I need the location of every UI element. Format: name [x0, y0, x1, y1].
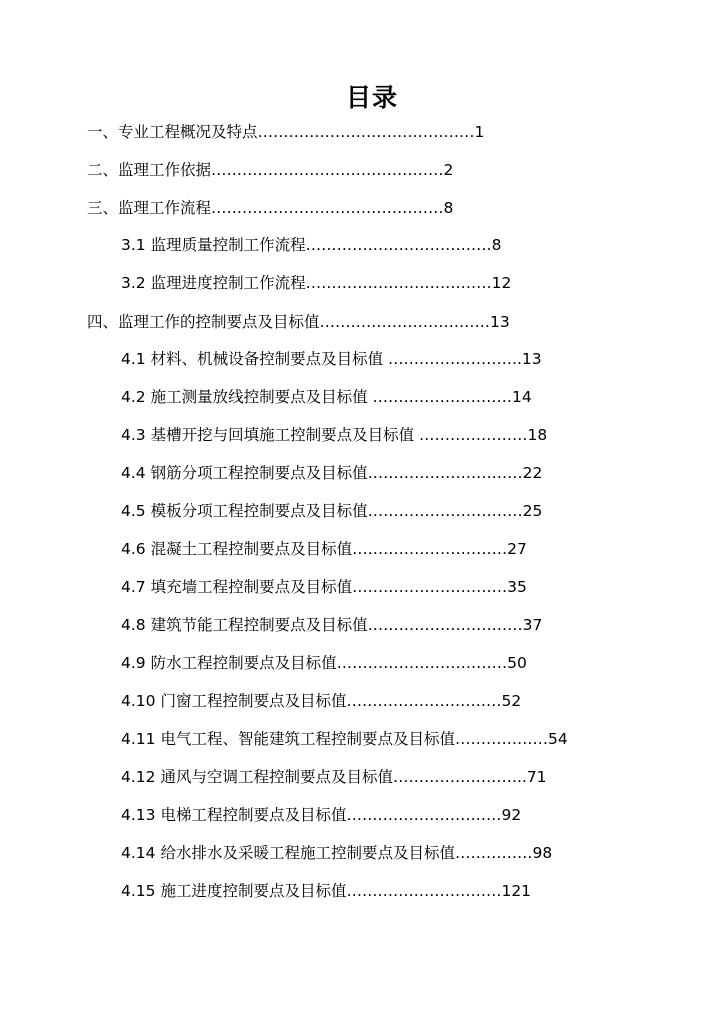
- toc-entry[interactable]: [121, 767, 547, 787]
- toc-leader-dots: ………………………………………: [211, 199, 444, 217]
- toc-leader-dots: ………………………………………: [211, 161, 444, 179]
- toc-entry-label: 4.14 给水排水及采暖工程施工控制要点及目标值: [121, 844, 455, 862]
- toc-entry-label: 4.1 材料、机械设备控制要点及目标值: [121, 350, 389, 368]
- toc-entry-label: 4.5 模板分项工程控制要点及目标值: [121, 502, 368, 520]
- toc-page-number: 71: [526, 768, 547, 786]
- toc-entry-label: 二、监理工作依据: [87, 161, 212, 179]
- toc-entry[interactable]: [121, 501, 542, 521]
- toc-leader-dots: …………………………: [346, 806, 502, 824]
- toc-leader-dots: …………………………: [367, 464, 523, 482]
- toc-entry[interactable]: [121, 805, 521, 825]
- toc-entry[interactable]: [87, 160, 453, 180]
- toc-entry[interactable]: [121, 881, 531, 901]
- toc-entry-label: 4.2 施工测量放线控制要点及目标值: [121, 388, 373, 406]
- toc-leader-dots: ………………: [454, 730, 548, 748]
- toc-entry[interactable]: [121, 463, 542, 483]
- toc-page-number: 92: [501, 806, 522, 824]
- toc-leader-dots: …………………………: [367, 616, 523, 634]
- toc-page-number: 35: [507, 578, 527, 596]
- toc-leader-dots: ………………………………: [305, 236, 492, 254]
- toc-leader-dots: ……………: [454, 844, 533, 862]
- toc-page-number: 27: [507, 540, 527, 558]
- toc-leader-dots: …………………………: [346, 692, 502, 710]
- toc-entry[interactable]: [121, 615, 542, 635]
- toc-entry-label: 4.9 防水工程控制要点及目标值: [121, 654, 337, 672]
- toc-entry[interactable]: [121, 843, 552, 863]
- toc-title: 目录: [345, 83, 398, 112]
- toc-page-number: 18: [527, 426, 548, 444]
- toc-leader-dots: …………………: [419, 426, 528, 444]
- toc-leader-dots: …………………………: [367, 502, 523, 520]
- toc-entry-label: 3.1 监理质量控制工作流程: [121, 236, 306, 254]
- toc-page-number: 13: [521, 350, 542, 368]
- toc-entry[interactable]: [121, 235, 501, 255]
- toc-leader-dots: …………………………: [346, 882, 502, 900]
- toc-entry[interactable]: [87, 198, 453, 218]
- toc-entry-label: 四、监理工作的控制要点及目标值: [87, 313, 320, 331]
- toc-page-number: 52: [501, 692, 522, 710]
- toc-entry-label: 4.15 施工进度控制要点及目标值: [121, 882, 347, 900]
- toc-entry-label: 4.3 基槽开挖与回填施工控制要点及目标值: [121, 426, 420, 444]
- toc-entry-label: 4.11 电气工程、智能建筑工程控制要点及目标值: [121, 730, 455, 748]
- toc-page-number: 2: [443, 161, 454, 179]
- toc-entry[interactable]: [121, 729, 568, 749]
- toc-entry-label: 3.2 监理进度控制工作流程: [121, 274, 306, 292]
- toc-leader-dots: ……………………..: [388, 350, 522, 368]
- toc-page-number: 121: [501, 882, 532, 900]
- toc-page-number: 14: [512, 388, 532, 406]
- toc-leader-dots: ……………………………: [336, 654, 508, 672]
- toc-leader-dots: ……………………..: [392, 768, 527, 786]
- toc-page-number: 13: [490, 313, 510, 331]
- toc-entry-label: 三、监理工作流程: [87, 199, 212, 217]
- toc-leader-dots: ………………………: [372, 388, 513, 406]
- toc-entry[interactable]: [87, 312, 510, 332]
- toc-leader-dots: …………………………: [352, 540, 508, 558]
- toc-entry[interactable]: [87, 122, 484, 142]
- toc-entry[interactable]: [121, 349, 542, 369]
- toc-entry-label: 4.4 钢筋分项工程控制要点及目标值: [121, 464, 368, 482]
- toc-entry[interactable]: [121, 691, 521, 711]
- toc-page-number: 25: [522, 502, 543, 520]
- toc-entry[interactable]: [121, 387, 532, 407]
- toc-page-number: 12: [491, 274, 512, 292]
- toc-entry-label: 4.13 电梯工程控制要点及目标值: [121, 806, 347, 824]
- toc-entry[interactable]: [121, 653, 527, 673]
- toc-entry-label: 4.6 混凝土工程控制要点及目标值: [121, 540, 353, 558]
- toc-entry-label: 一、专业工程概况及特点: [87, 123, 258, 141]
- toc-entry-label: 4.12 通风与空调工程控制要点及目标值: [121, 768, 393, 786]
- toc-entry-label: 4.8 建筑节能工程控制要点及目标值: [121, 616, 368, 634]
- toc-entry[interactable]: [121, 425, 547, 445]
- toc-page-number: 22: [522, 464, 543, 482]
- toc-page-number: 54: [547, 730, 568, 748]
- toc-leader-dots: …………………………: [352, 578, 508, 596]
- toc-leader-dots: ……………………………: [319, 313, 491, 331]
- toc-page-number: 37: [522, 616, 543, 634]
- toc-leader-dots: ……………………………………: [257, 123, 475, 141]
- toc-entry-label: 4.10 门窗工程控制要点及目标值: [121, 692, 347, 710]
- toc-page-number: 8: [443, 199, 454, 217]
- toc-entry-label: 4.7 填充墙工程控制要点及目标值: [121, 578, 353, 596]
- toc-page-number: 98: [532, 844, 553, 862]
- toc-page-number: 1: [474, 123, 485, 141]
- toc-page-number: 8: [491, 236, 502, 254]
- toc-page-number: 50: [507, 654, 527, 672]
- toc-entry[interactable]: [121, 577, 527, 597]
- toc-entry[interactable]: [121, 273, 511, 293]
- toc-leader-dots: ………………………………: [305, 274, 492, 292]
- toc-entry[interactable]: [121, 539, 527, 559]
